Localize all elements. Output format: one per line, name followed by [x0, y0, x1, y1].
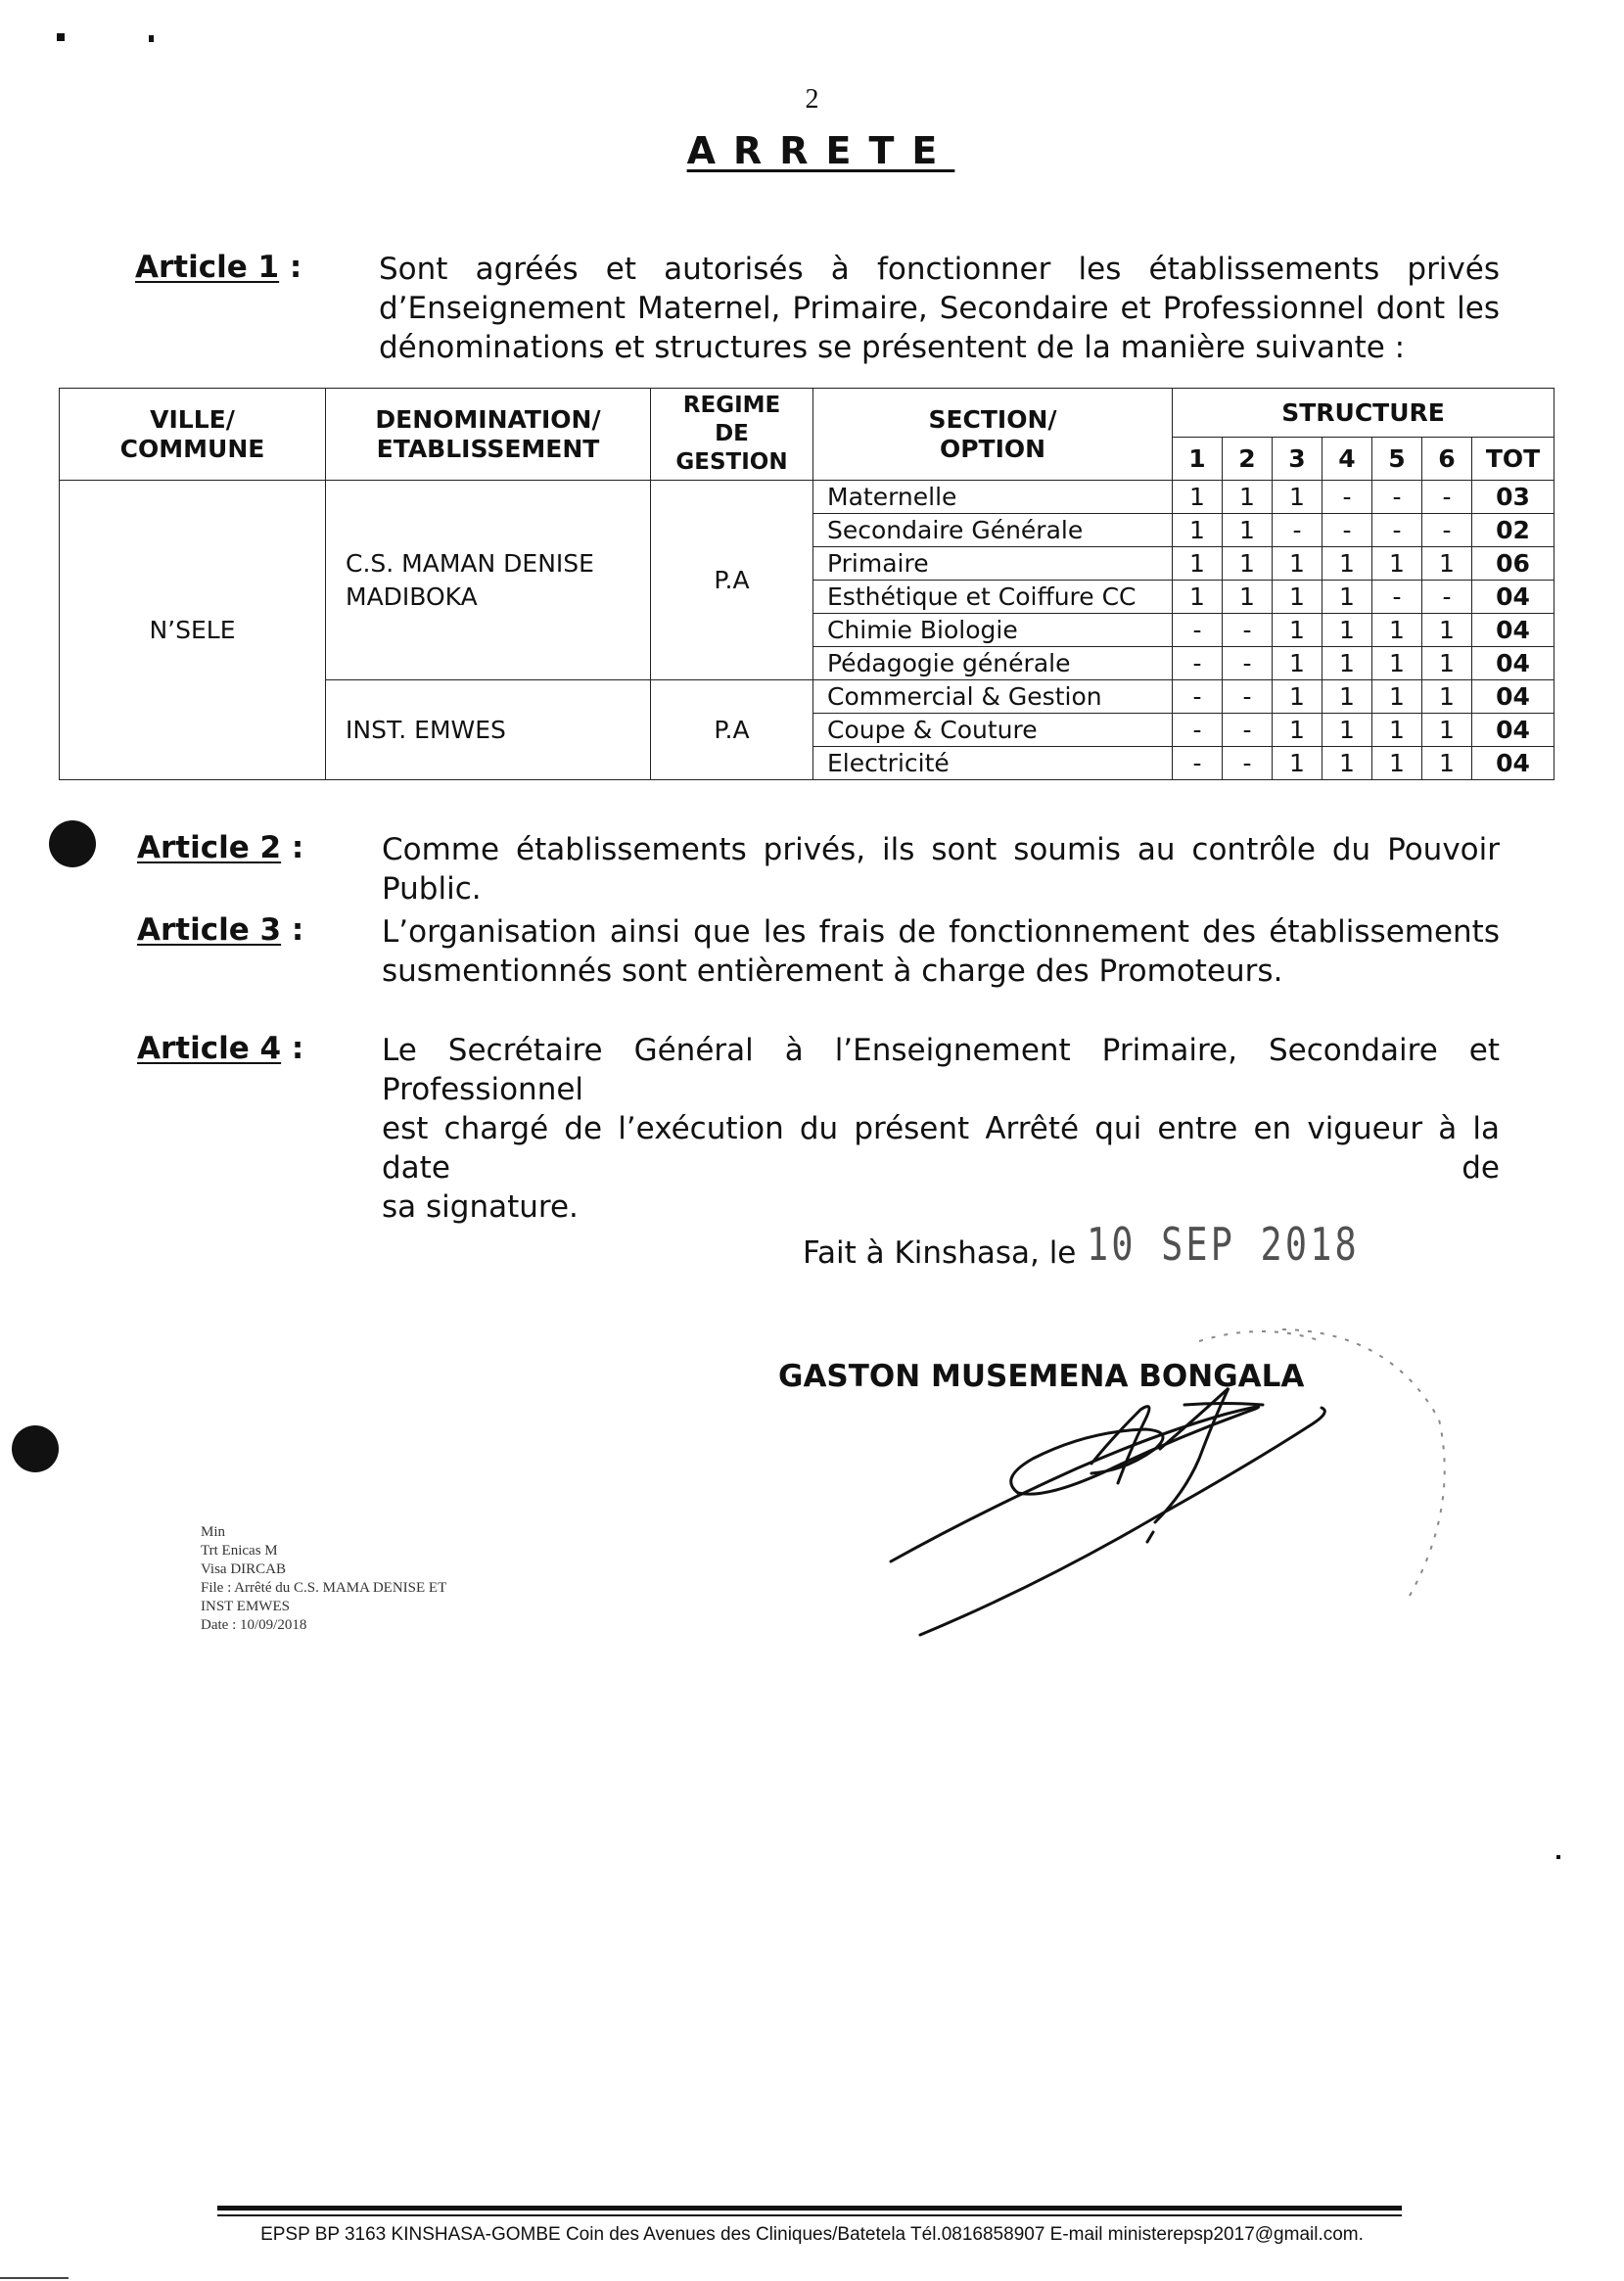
header-ville: VILLE/ COMMUNE: [60, 389, 326, 481]
cell-structure: 1: [1322, 647, 1372, 680]
header-regime: REGIME DE GESTION: [651, 389, 813, 481]
cell-total: 04: [1472, 714, 1554, 747]
date-stamp: 10 SEP 2018: [1087, 1218, 1360, 1271]
cell-structure: -: [1223, 647, 1273, 680]
cell-structure: 1: [1223, 547, 1273, 581]
cell-structure: -: [1173, 647, 1223, 680]
cell-option: Esthétique et Coiffure CC: [813, 581, 1173, 614]
cell-regime: P.A: [651, 481, 813, 680]
cell-structure: -: [1223, 747, 1273, 780]
cell-total: 04: [1472, 747, 1554, 780]
cell-structure: 1: [1273, 547, 1322, 581]
header-structure-col: 2: [1223, 438, 1273, 481]
article-1-text: Sont agréés et autorisés à fonctionner les établissements privés d’Enseignement Maternel, Primaire, Secondaire et Professionnel dont les dénominations et structures se présentent de la manière suivante :: [379, 252, 1500, 365]
cell-option: Secondaire Générale: [813, 514, 1173, 547]
cell-structure: 1: [1322, 614, 1372, 647]
place-date-line: Fait à Kinshasa, le: [803, 1235, 1077, 1271]
cell-structure: -: [1173, 747, 1223, 780]
reference-line: INST EMWES: [201, 1599, 290, 1614]
cell-structure: 1: [1422, 614, 1472, 647]
scan-mark: [149, 35, 154, 42]
reference-line: Visa DIRCAB: [201, 1561, 287, 1577]
article-4-text: Le Secrétaire Général à l’Enseignement Primaire, Secondaire et Professionnel est chargé de l’exécution du présent Arrêté qui entre en vigueur à la date de sa signature.: [382, 1033, 1500, 1225]
cell-structure: 1: [1322, 747, 1372, 780]
article-1-label: Article 1 :: [135, 250, 302, 285]
cell-structure: -: [1372, 481, 1422, 514]
cell-structure: -: [1223, 714, 1273, 747]
document-title: ARRETE: [686, 129, 955, 172]
cell-structure: 1: [1273, 647, 1322, 680]
footer-address: EPSP BP 3163 KINSHASA-GOMBE Coin des Avenues des Cliniques/Batetela Tél.0816858907 E-mail ministerepsp2017@gmail.com.: [260, 2224, 1364, 2245]
header-structure-col: 4: [1322, 438, 1372, 481]
header-denomination: DENOMINATION/ ETABLISSEMENT: [326, 389, 651, 481]
cell-structure: 1: [1173, 581, 1223, 614]
cell-structure: 1: [1322, 680, 1372, 714]
cell-structure: -: [1422, 514, 1472, 547]
cell-regime: P.A: [651, 680, 813, 780]
cell-structure: -: [1422, 581, 1472, 614]
header-structure-col: 3: [1273, 438, 1322, 481]
establishments-table: [59, 388, 1554, 780]
cell-option: Chimie Biologie: [813, 614, 1173, 647]
cell-option: Commercial & Gestion: [813, 680, 1173, 714]
cell-structure: 1: [1273, 680, 1322, 714]
cell-structure: 1: [1173, 481, 1223, 514]
cell-structure: 1: [1322, 581, 1372, 614]
signature-strokes: [891, 1388, 1324, 1635]
cell-structure: 1: [1372, 747, 1422, 780]
cell-structure: 1: [1372, 680, 1422, 714]
scan-mark: [57, 33, 65, 41]
cell-total: 03: [1472, 481, 1554, 514]
cell-structure: 1: [1322, 714, 1372, 747]
article-3-label: Article 3 :: [137, 912, 304, 948]
cell-structure: 1: [1422, 714, 1472, 747]
footer-divider: [217, 2214, 1402, 2216]
punch-hole: [12, 1425, 59, 1472]
footer-divider: [217, 2206, 1402, 2211]
cell-structure: 1: [1273, 614, 1322, 647]
cell-option: Coupe & Couture: [813, 714, 1173, 747]
reference-line: Trt Enicas M: [201, 1543, 278, 1559]
cell-structure: 1: [1223, 514, 1273, 547]
header-section: SECTION/ OPTION: [813, 389, 1173, 481]
cell-total: 04: [1472, 680, 1554, 714]
cell-structure: -: [1372, 514, 1422, 547]
cell-total: 04: [1472, 614, 1554, 647]
header-structure: STRUCTURE: [1173, 389, 1554, 438]
article-2-label: Article 2 :: [137, 830, 304, 865]
punch-hole: [49, 820, 96, 867]
article-2-text: Comme établissements privés, ils sont soumis au contrôle du Pouvoir Public.: [382, 832, 1500, 907]
article-4-label: Article 4 :: [137, 1031, 304, 1066]
cell-structure: 1: [1273, 481, 1322, 514]
cell-structure: -: [1322, 514, 1372, 547]
cell-denomination: C.S. MAMAN DENISE MADIBOKA: [326, 481, 651, 680]
reference-block: [201, 1523, 446, 1635]
cell-structure: 1: [1372, 614, 1422, 647]
cell-structure: -: [1273, 514, 1322, 547]
cell-structure: -: [1223, 614, 1273, 647]
cell-total: 02: [1472, 514, 1554, 547]
header-structure-col: 6: [1422, 438, 1472, 481]
cell-structure: 1: [1372, 647, 1422, 680]
cell-structure: -: [1372, 581, 1422, 614]
cell-structure: -: [1173, 680, 1223, 714]
cell-structure: 1: [1173, 547, 1223, 581]
cell-structure: 1: [1372, 547, 1422, 581]
signature-and-stamp: [861, 1312, 1488, 1645]
cell-structure: 1: [1223, 481, 1273, 514]
scan-mark: [1556, 1855, 1560, 1859]
cell-structure: 1: [1372, 714, 1422, 747]
cell-option: Pédagogie générale: [813, 647, 1173, 680]
cell-structure: -: [1223, 680, 1273, 714]
cell-structure: 1: [1273, 714, 1322, 747]
cell-option: Electricité: [813, 747, 1173, 780]
cell-total: 06: [1472, 547, 1554, 581]
cell-structure: -: [1173, 614, 1223, 647]
header-structure-tot: TOT: [1472, 438, 1554, 481]
cell-denomination: INST. EMWES: [326, 680, 651, 780]
signatory-name: GASTON MUSEMENA BONGALA: [778, 1359, 1305, 1394]
cell-structure: 1: [1273, 747, 1322, 780]
cell-ville: N’SELE: [60, 481, 326, 780]
table-row: [60, 481, 1554, 514]
cell-structure: 1: [1422, 547, 1472, 581]
stamp-outline: [1199, 1329, 1445, 1596]
cell-structure: 1: [1273, 581, 1322, 614]
reference-line: File : Arrêté du C.S. MAMA DENISE ET: [201, 1580, 447, 1596]
cell-total: 04: [1472, 647, 1554, 680]
cell-structure: 1: [1223, 581, 1273, 614]
cell-structure: 1: [1322, 547, 1372, 581]
reference-line: Date : 10/09/2018: [201, 1617, 307, 1633]
header-structure-col: 5: [1372, 438, 1422, 481]
article-3-text: L’organisation ainsi que les frais de fonctionnement des établissements susmentionnés sont entièrement à charge des Promoteurs.: [382, 914, 1500, 989]
reference-line: Min: [201, 1524, 226, 1540]
cell-option: Maternelle: [813, 481, 1173, 514]
cell-total: 04: [1472, 581, 1554, 614]
cell-option: Primaire: [813, 547, 1173, 581]
page-number: 2: [805, 84, 819, 115]
cell-structure: -: [1173, 714, 1223, 747]
cell-structure: -: [1322, 481, 1372, 514]
cell-structure: 1: [1173, 514, 1223, 547]
cell-structure: 1: [1422, 647, 1472, 680]
edge-rule: [0, 2277, 69, 2279]
cell-structure: 1: [1422, 680, 1472, 714]
cell-structure: -: [1422, 481, 1472, 514]
header-structure-col: 1: [1173, 438, 1223, 481]
cell-structure: 1: [1422, 747, 1472, 780]
